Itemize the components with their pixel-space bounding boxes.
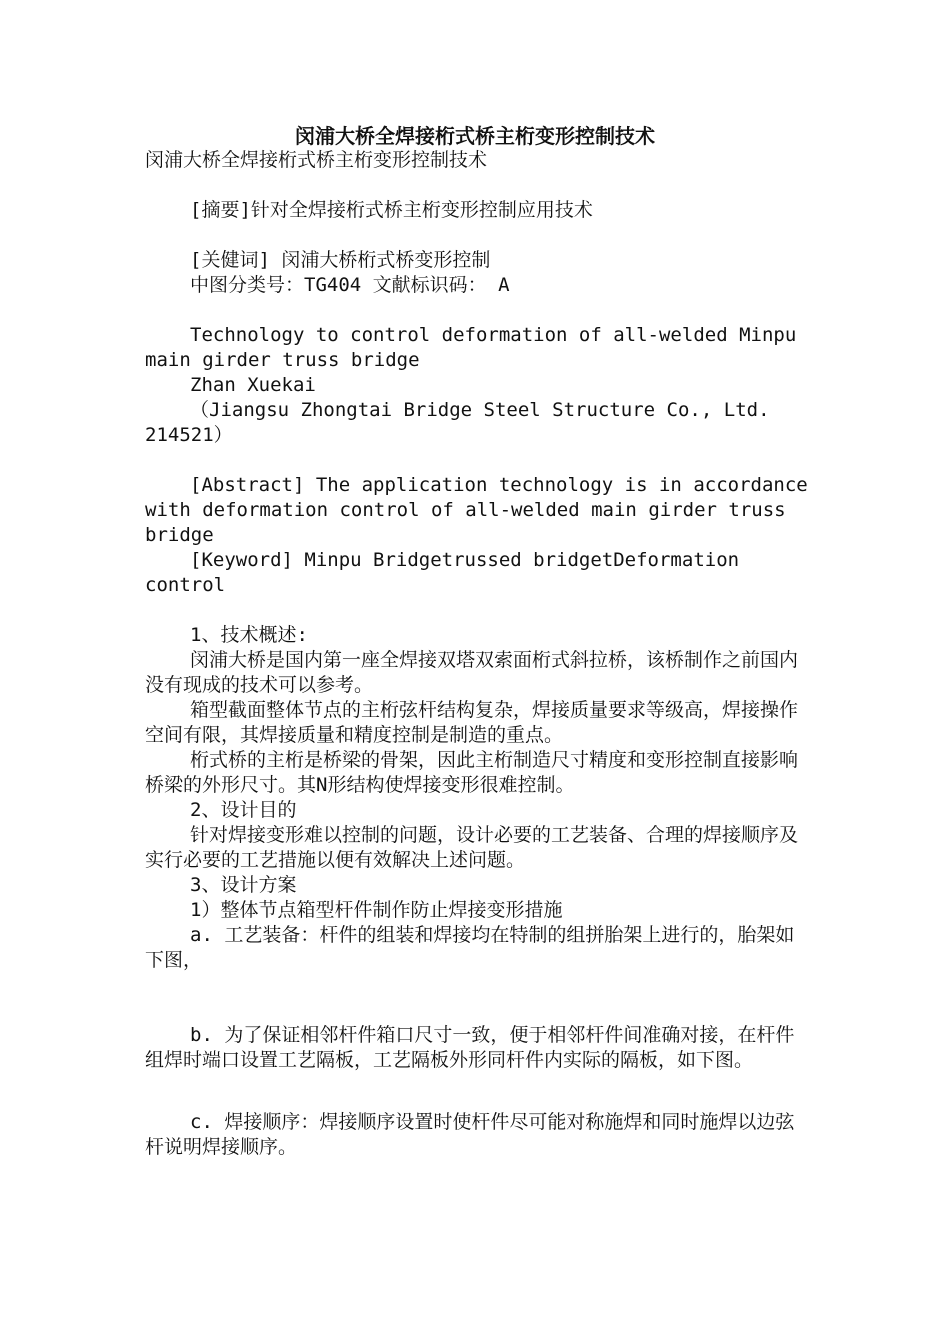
section-3-heading: 3、设计方案 bbox=[190, 874, 297, 896]
section-1-paragraph: 箱型截面整体节点的主桁弦杆结构复杂，焊接质量要求等级高，焊接操作空间有限，其焊接质量和精度控制是制造的重点。 bbox=[145, 699, 799, 746]
abstract-en: [Abstract] The application technology is in accordance with deformation control of all-welded main girder truss bridge bbox=[145, 474, 808, 546]
affiliation: （Jiangsu Zhongtai Bridge Steel Structure Co., Ltd. 214521） bbox=[145, 399, 770, 446]
english-title: Technology to control deformation of all-welded Minpu main girder truss bridge bbox=[145, 324, 797, 371]
item-a: a. 工艺装备：杆件的组装和焊接均在特制的组拼胎架上进行的，胎架如下图， bbox=[145, 924, 795, 971]
author: Zhan Xuekai bbox=[190, 374, 316, 396]
keywords-en: [Keyword] Minpu Bridgetrussed bridgetDeformation control bbox=[145, 549, 740, 596]
document-subtitle: 闵浦大桥全焊接桁式桥主桁变形控制技术 bbox=[145, 149, 488, 171]
section-2-heading: 2、设计目的 bbox=[190, 799, 297, 821]
section-2-paragraph: 针对焊接变形难以控制的问题，设计必要的工艺装备、合理的焊接顺序及实行必要的工艺措施以便有效解决上述问题。 bbox=[145, 824, 799, 871]
section-1-heading: 1、技术概述: bbox=[190, 624, 308, 646]
section-1-paragraph: 闵浦大桥是国内第一座全焊接双塔双索面桁式斜拉桥，该桥制作之前国内没有现成的技术可以参考。 bbox=[145, 649, 799, 696]
item-c: c. 焊接顺序：焊接顺序设置时使杆件尽可能对称施焊和同时施焊以边弦杆说明焊接顺序。 bbox=[145, 1111, 795, 1158]
item-b: b. 为了保证相邻杆件箱口尺寸一致，便于相邻杆件间准确对接，在杆件组焊时端口设置工艺隔板，工艺隔板外形同杆件内实际的隔板，如下图。 bbox=[145, 1024, 795, 1071]
abstract-cn: [摘要]针对全焊接桁式桥主桁变形控制应用技术 bbox=[190, 199, 593, 221]
document-body bbox=[145, 148, 810, 1160]
classification: 中图分类号：TG404 文献标识码： A bbox=[190, 274, 510, 296]
document-title: 闵浦大桥全焊接桁式桥主桁变形控制技术 bbox=[295, 124, 655, 148]
section-1-paragraph: 桁式桥的主桁是桥梁的骨架，因此主桁制造尺寸精度和变形控制直接影响桥梁的外形尺寸。其N形结构使焊接变形很难控制。 bbox=[145, 749, 799, 796]
section-3-subheading: 1）整体节点箱型杆件制作防止焊接变形措施 bbox=[190, 899, 563, 921]
keywords-cn: [关健词] 闵浦大桥桁式桥变形控制 bbox=[190, 249, 491, 271]
